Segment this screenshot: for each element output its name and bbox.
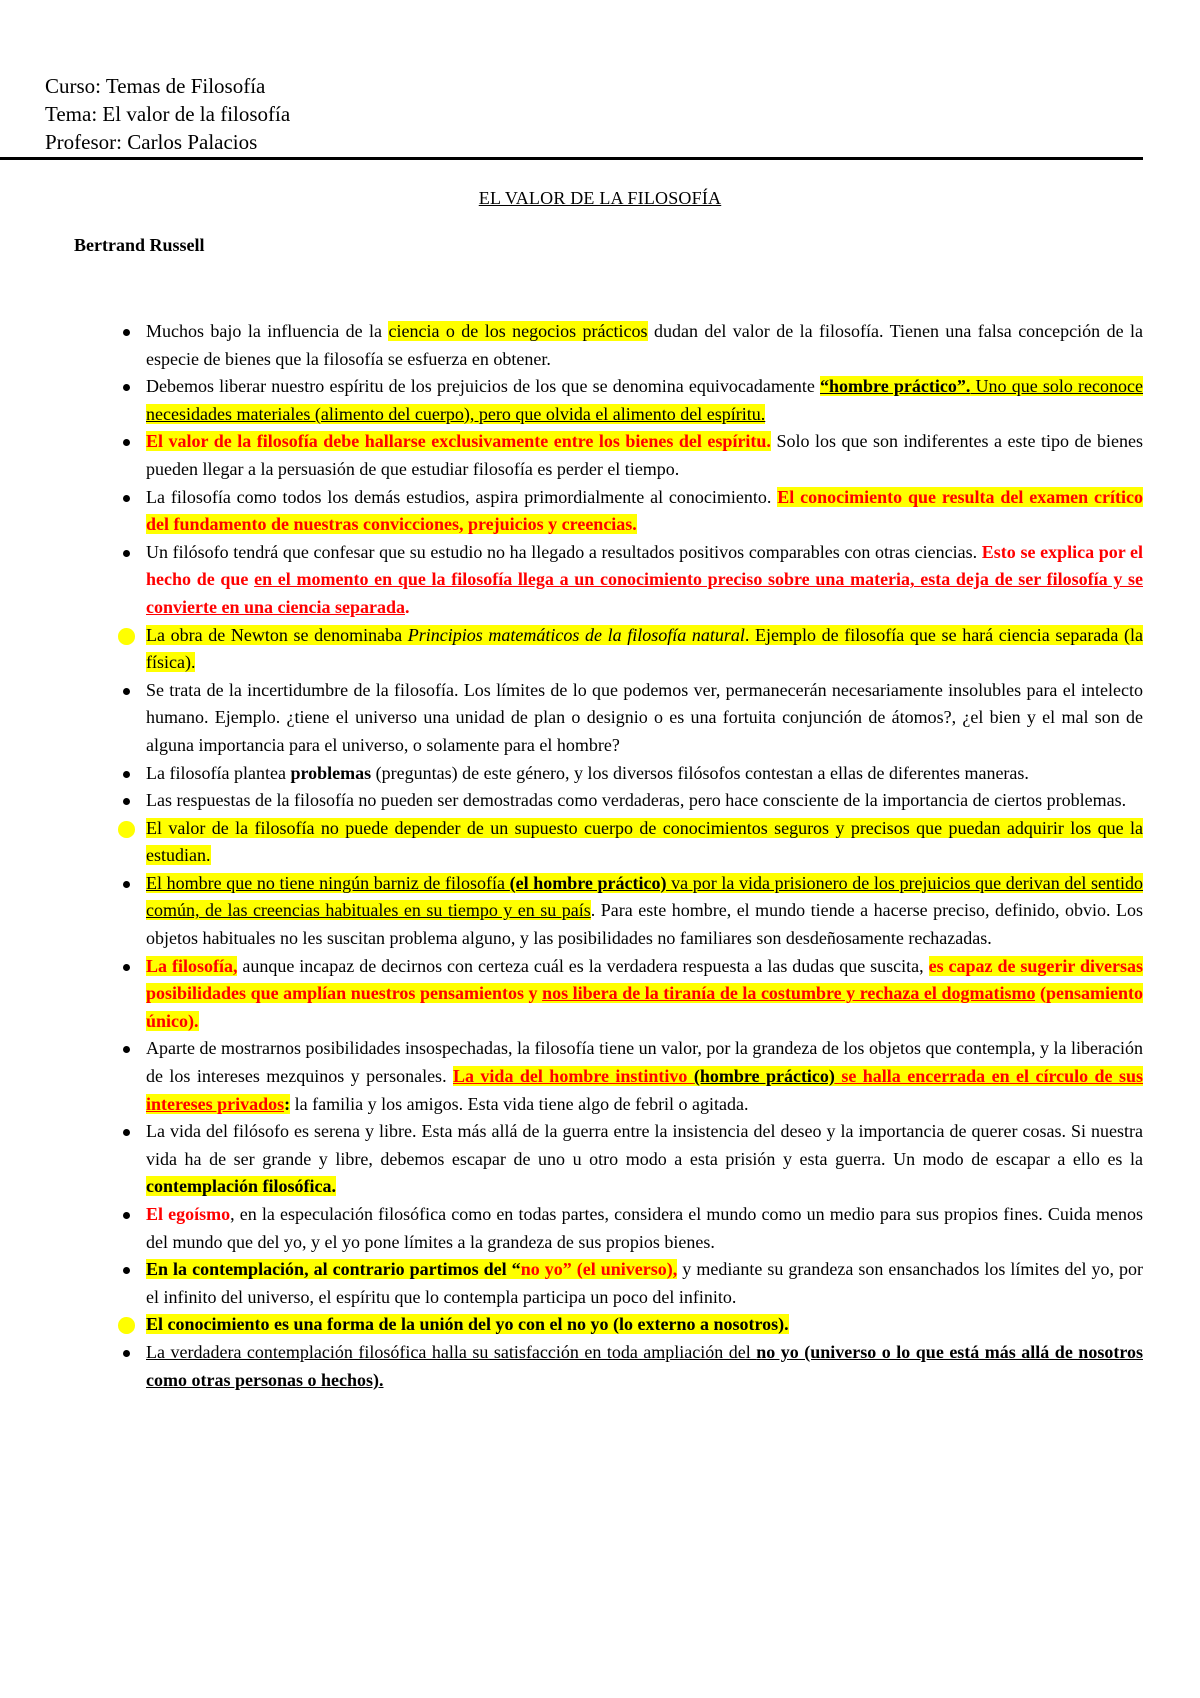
text-run: se halla encerrada en el círculo de sus intereses privados bbox=[146, 1066, 1143, 1114]
text-run: (pensamiento único). bbox=[146, 983, 1144, 1031]
bullet-icon bbox=[123, 964, 130, 971]
text-run: Solo los que son indiferentes a este tipo de bienes pueden llegar a la persuasión de que estudiar filosofía es perder el tiempo. bbox=[146, 431, 1143, 479]
text-run: En la contemplación, al contrario partimos del “ bbox=[146, 1259, 521, 1280]
bullet-icon bbox=[123, 633, 130, 640]
bullet-icon bbox=[123, 1046, 130, 1053]
text-run: aunque incapaz de decirnos con certeza cuál es la verdadera respuesta a las dudas que suscita, bbox=[237, 955, 929, 976]
list-item bbox=[0, 787, 1200, 815]
list-item bbox=[0, 815, 1200, 870]
text-run: y mediante su grandeza son ensanchados los límites del yo, por el infinito del universo, el espíritu que lo contempla participa un poco del infinito. bbox=[146, 1259, 1143, 1307]
text-run: nos libera de la tiranía de la costumbre y rechaza el dogmatismo bbox=[542, 983, 1036, 1004]
list-item bbox=[0, 870, 1200, 953]
list-item bbox=[0, 484, 1200, 539]
text-run: Un filósofo tendrá que confesar que su estudio no ha llegado a resultados positivos comparables con otras ciencias. bbox=[146, 541, 982, 562]
list-item bbox=[0, 1256, 1200, 1311]
bullet-icon bbox=[123, 688, 130, 695]
text-run: Muchos bajo la influencia de la bbox=[146, 321, 389, 341]
list-item bbox=[0, 1035, 1200, 1118]
text-run: es capaz de sugerir diversas posibilidades que amplían nuestros pensamientos y bbox=[146, 955, 1143, 1004]
bullet-icon bbox=[123, 1322, 130, 1329]
list-item bbox=[0, 1339, 1200, 1394]
text-run: La obra de Newton se denominaba bbox=[146, 624, 408, 645]
text-run: El egoísmo bbox=[146, 1204, 231, 1224]
document-author: Bertrand Russell bbox=[74, 235, 205, 255]
list-item bbox=[0, 318, 1200, 373]
text-run: en el momento en que la filosofía llega a un conocimiento preciso sobre una materia, esta deja de ser filosofía y se convierte en una ciencia separada bbox=[146, 569, 1144, 617]
text-run: La filosofía como todos los demás estudios, aspira primordialmente al conocimiento. bbox=[146, 486, 778, 507]
text-run: (preguntas) de este género, y los diversos filósofos contestan a ellas de diferentes maneras. bbox=[371, 762, 1029, 783]
text-run: La verdadera contemplación filosófica halla su satisfacción en toda ampliación del bbox=[146, 1341, 757, 1362]
text-run: Se trata de la incertidumbre de la filosofía. Los límites de lo que podemos ver, permanecerán necesariamente insolubles para el intelecto humano. Ejemplo. ¿tiene el universo una unidad de plan o designio o es una fortuita conjunción de átomos?, ¿el bien y el mal son de alguna importancia para el universo, o solamente para el hombre? bbox=[146, 679, 1143, 755]
course-header bbox=[45, 72, 290, 156]
text-run: Esto se explica por el hecho de que bbox=[146, 541, 1144, 590]
text-run: Debemos liberar nuestro espíritu de los prejuicios de los que se denomina equivocadamente bbox=[146, 376, 821, 397]
text-run: La filosofía plantea bbox=[146, 762, 291, 783]
text-run: no yo (universo o lo que está más allá de nosotros como otras personas o hechos). bbox=[146, 1341, 1143, 1390]
text-run: El conocimiento es una forma de la unión del yo con el no yo (lo externo a nosotros). bbox=[146, 1314, 789, 1335]
text-run: ciencia o de los negocios prácticos bbox=[388, 321, 648, 341]
text-run: Las respuestas de la filosofía no pueden ser demostradas como verdaderas, pero hace consciente de la importancia de ciertos problemas. bbox=[146, 790, 1127, 811]
text-run: El hombre que no tiene ningún barniz de filosofía bbox=[146, 872, 510, 893]
list-item bbox=[0, 428, 1200, 483]
bullet-icon bbox=[123, 439, 130, 446]
text-run: El valor de la filosofía debe hallarse exclusivamente entre los bienes del espíritu. bbox=[146, 431, 771, 452]
text-run: la familia y los amigos. Esta vida tiene algo de febril o agitada. bbox=[290, 1093, 749, 1114]
text-run: (hombre práctico) bbox=[693, 1066, 835, 1087]
text-run: El conocimiento que resulta del examen crítico del fundamento de nuestras convicciones, prejuicios y creencias. bbox=[146, 486, 1144, 535]
text-run: El valor de la filosofía no puede depender de un supuesto cuerpo de conocimientos seguros y precisos que puedan adquirir los que la estudian. bbox=[146, 817, 1143, 866]
text-run: va por la vida prisionero de los prejuicios que derivan del sentido común, de las creencias habituales en su tiempo y en su país bbox=[146, 872, 1144, 921]
list-item bbox=[0, 539, 1200, 622]
text-run: “hombre práctico”. bbox=[820, 376, 971, 397]
topic-line: Tema: El valor de la filosofía bbox=[45, 102, 291, 126]
text-run: Uno que solo reconoce necesidades materiales (alimento del cuerpo), pero que olvida el alimento del espíritu. bbox=[146, 376, 1143, 424]
bullet-icon bbox=[123, 495, 130, 502]
text-run: no yo” (el universo), bbox=[520, 1259, 678, 1280]
text-run: Aparte de mostrarnos posibilidades insospechadas, la filosofía tiene un valor, por la grandeza de los objetos que contempla, y la liberación de los intereses mezquinos y personales. bbox=[146, 1038, 1143, 1087]
text-run: La vida del filósofo es serena y libre. Esta más allá de la guerra entre la insistencia del deseo y la importancia de querer cosas. Si nuestra vida ha de ser grande y libre, debemos escapar de uno u otro modo a esta prisión y esta guerra. Un modo de escapar a ello es la bbox=[146, 1121, 1143, 1169]
bullet-icon bbox=[123, 798, 130, 805]
course-line: Curso: Temas de Filosofía bbox=[45, 74, 266, 98]
text-run: La filosofía, bbox=[146, 955, 238, 976]
bullet-icon bbox=[123, 1129, 130, 1136]
bullet-list bbox=[0, 318, 1200, 1394]
list-item bbox=[0, 677, 1200, 760]
list-item bbox=[0, 1118, 1200, 1201]
text-run: , en la especulación filosófica como en todas partes, considera el mundo como un medio para sus propios fines. Cuida menos del mundo que del yo, y el yo pone límites a la grandeza de sus propios bienes. bbox=[146, 1204, 1144, 1252]
bullet-icon bbox=[123, 550, 130, 557]
bullet-icon bbox=[123, 1350, 130, 1357]
bullet-icon bbox=[123, 329, 130, 336]
list-item bbox=[0, 1311, 1200, 1339]
text-run: dudan del valor de la filosofía. Tienen una falsa concepción de la especie de bienes que la filosofía se esfuerza en obtener. bbox=[146, 321, 1143, 369]
bullet-icon bbox=[123, 1212, 130, 1219]
bullet-icon bbox=[123, 1267, 130, 1274]
list-item bbox=[0, 622, 1200, 677]
text-run: La vida del hombre instintivo bbox=[453, 1066, 694, 1087]
text-run: contemplación filosófica. bbox=[146, 1176, 336, 1197]
bullet-icon bbox=[123, 881, 130, 888]
list-item bbox=[0, 760, 1200, 788]
professor-line: Profesor: Carlos Palacios bbox=[45, 130, 258, 154]
bullet-icon bbox=[123, 384, 130, 391]
text-run: Principios matemáticos de la filosofía natural bbox=[407, 624, 745, 645]
text-run: problemas bbox=[290, 762, 372, 783]
text-run: . Para este hombre, el mundo tiende a hacerse preciso, definido, obvio. Los objetos habituales no les suscitan problema alguno, y las posibilidades no familiares son desdeñosamente rechazadas. bbox=[146, 900, 1144, 949]
document-title: EL VALOR DE LA FILOSOFÍA bbox=[478, 188, 722, 208]
text-run: . Ejemplo de filosofía que se hará ciencia separada (la física). bbox=[146, 624, 1143, 673]
bullet-icon bbox=[123, 826, 130, 833]
header-divider bbox=[0, 157, 1143, 160]
list-item bbox=[0, 953, 1200, 1036]
text-run: (el hombre práctico) bbox=[509, 872, 667, 893]
text-run: . bbox=[404, 596, 410, 617]
text-run: : bbox=[284, 1093, 291, 1114]
list-item bbox=[0, 373, 1200, 428]
list-item bbox=[0, 1201, 1200, 1256]
bullet-icon bbox=[123, 771, 130, 778]
